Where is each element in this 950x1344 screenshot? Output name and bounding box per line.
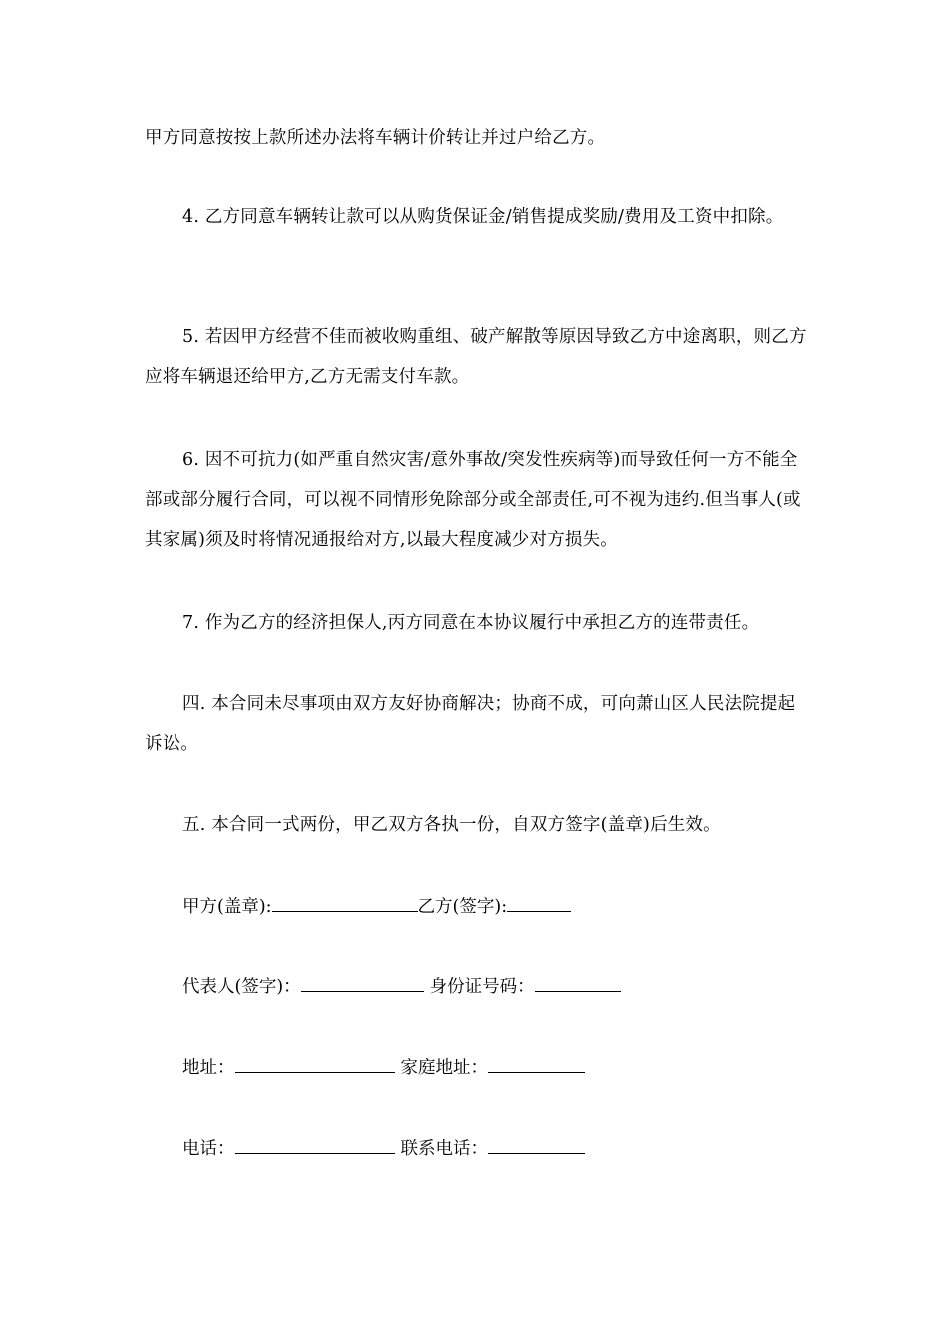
phone-label: 电话： (182, 1139, 235, 1159)
representative-label: 代表人(签字)： (182, 977, 301, 997)
address-blank (235, 1056, 395, 1073)
paragraph-clause-4: 4. 乙方同意车辆转让款可以从购货保证金/销售提成奖励/费用及工资中扣除。 (182, 207, 784, 227)
party-b-sign-blank (507, 895, 571, 912)
signature-line-address (182, 1048, 585, 1088)
paragraph-section-4: 四. 本合同未尽事项由双方友好协商解决；协商不成，可向萧山区人民法院提起诉讼。 (145, 694, 796, 754)
paragraph-clause-7: 7. 作为乙方的经济担保人,丙方同意在本协议履行中承担乙方的连带责任。 (182, 613, 760, 633)
contact-phone-blank (488, 1137, 585, 1154)
home-address-blank (488, 1056, 585, 1073)
paragraph-clause-5: 5. 若因甲方经营不佳而被收购重组、破产解散等原因导致乙方中途离职，则乙方应将车辆退还给甲方,乙方无需支付车款。 (145, 327, 807, 387)
signature-line-representative (182, 967, 621, 1007)
paragraph-section-5: 五. 本合同一式两份，甲乙双方各执一份，自双方签字(盖章)后生效。 (182, 815, 721, 835)
party-b-sign-label: 乙方(签字): (417, 897, 508, 917)
contact-phone-label: 联系电话： (400, 1139, 488, 1159)
party-a-seal-label: 甲方(盖章): (182, 897, 272, 917)
signature-line-parties (182, 887, 571, 927)
id-number-blank (535, 975, 621, 992)
party-a-seal-blank (272, 895, 418, 912)
representative-blank (301, 975, 424, 992)
phone-blank (235, 1137, 395, 1154)
paragraph-clause-6: 6. 因不可抗力(如严重自然灾害/意外事故/突发性疾病等)而导致任何一方不能全部或部分履行合同，可以视不同情形免除部分或全部责任,可不视为违约.但当事人(或其家属)须及时将情况通报给对方,以最大程度减少对方损失。 (145, 450, 801, 550)
home-address-label: 家庭地址： (400, 1058, 488, 1078)
signature-line-phone (182, 1129, 585, 1169)
paragraph-transfer-agreement: 甲方同意按按上款所述办法将车辆计价转让并过户给乙方。 (145, 128, 606, 148)
address-label: 地址： (182, 1058, 235, 1078)
id-number-label: 身份证号码： (429, 977, 535, 997)
